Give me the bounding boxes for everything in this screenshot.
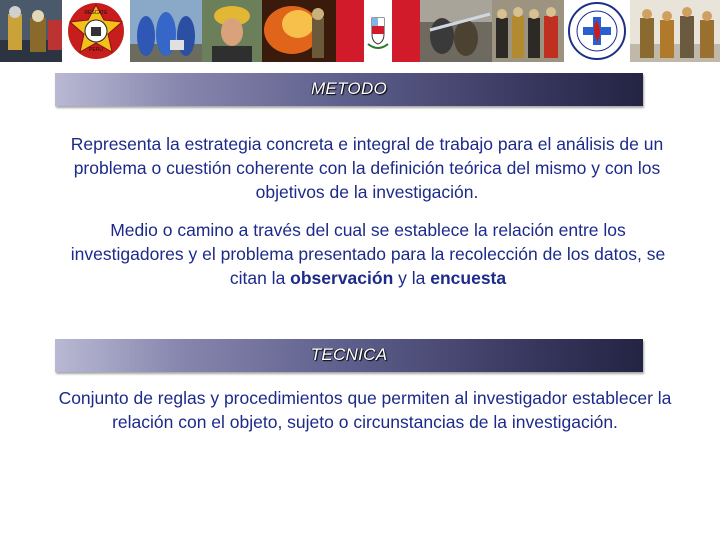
observacion-term: observación	[290, 268, 394, 288]
metodo-description-paragraph	[55, 218, 681, 290]
firefighter-portrait-photo	[202, 0, 262, 62]
tecnica-title: TECNICA	[310, 345, 388, 364]
fire-scene-photo	[262, 0, 336, 62]
tecnica-header-bar	[55, 339, 643, 372]
metodo-title: METODO	[310, 79, 388, 98]
photo-banner	[0, 0, 720, 62]
metodo-header-bar	[55, 73, 643, 106]
encuesta-term: encuesta	[430, 268, 507, 288]
firefighter-group-photo	[630, 0, 720, 62]
rescue-badge-logo	[62, 0, 130, 62]
paragraph-text: y la	[393, 268, 431, 288]
tecnica-definition-paragraph: Conjunto de reglas y procedimientos que permiten al investigador establecer la relación con el objeto, sujeto o circunstancias de la investigación.	[58, 388, 672, 432]
academic-unit-logo	[564, 0, 630, 62]
badge-top-text: RESCATE	[84, 10, 108, 16]
metodo-definition-paragraph: Representa la estrategia concreta e integral de trabajo para el análisis de un problema o cuestión coherente con la definición teórica del mismo y con los objetivos de la investigación.	[70, 134, 664, 202]
badge-bottom-text: PERU	[89, 47, 103, 53]
firefighters-photo	[0, 0, 62, 62]
hazmat-team-photo	[130, 0, 202, 62]
firefighter-brigade-photo	[492, 0, 564, 62]
firefighting-operation-photo	[420, 0, 492, 62]
paragraph-text: Medio o camino a través del cual se establece la relación entre los investigadores y el problema presentado para la recolección de los datos, se citan la	[70, 220, 666, 288]
peru-flag-emblem	[336, 0, 420, 62]
